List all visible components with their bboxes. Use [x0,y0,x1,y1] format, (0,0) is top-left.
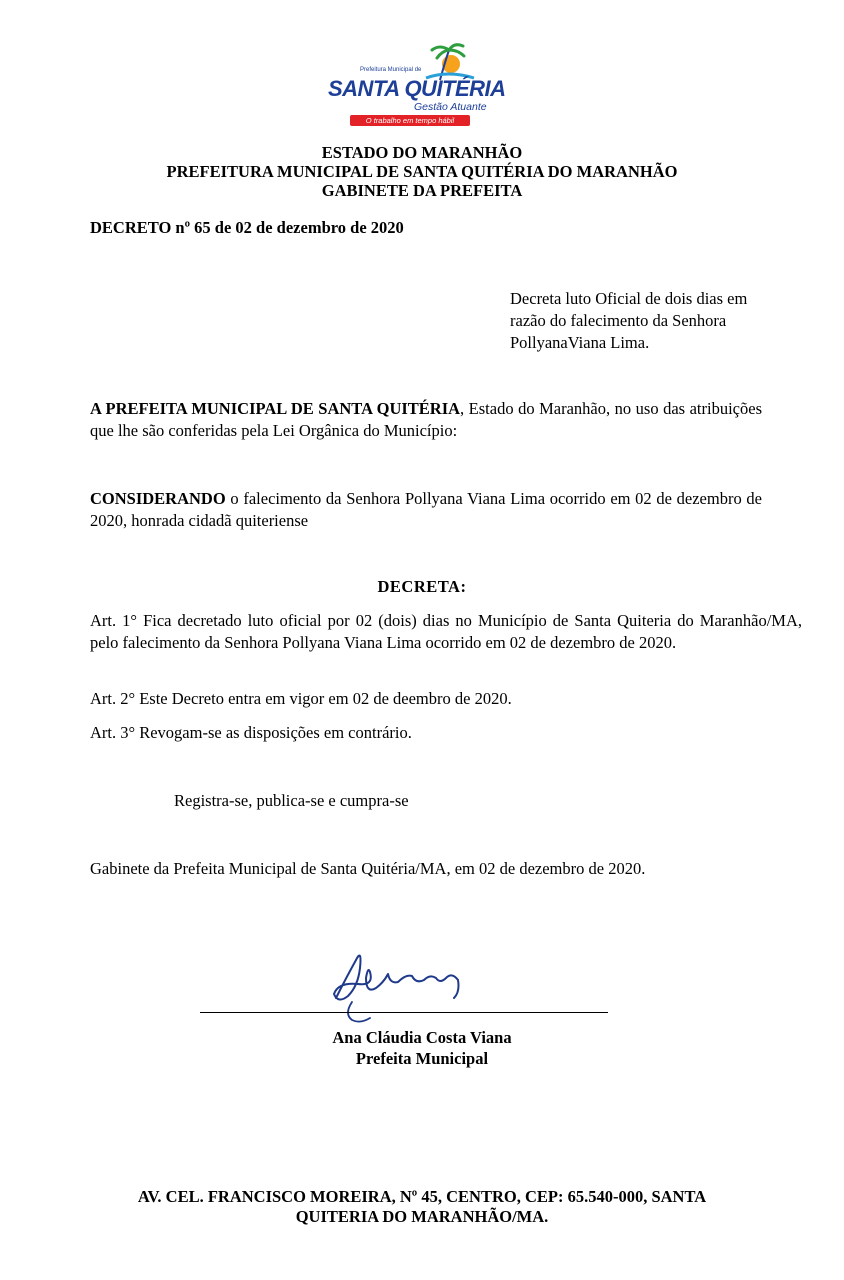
preamble-bold: A PREFEITA MUNICIPAL DE SANTA QUITÉRIA [90,399,461,418]
summary-line-2: razão do falecimento da Senhora [510,311,727,330]
header-cabinet: GABINETE DA PREFEITA [321,181,523,200]
article-3: Art. 3° Revogam-se as disposições em contrário. [90,723,412,742]
header-prefecture: PREFEITURA MUNICIPAL DE SANTA QUITÉRIA DO MARANHÃO [166,162,678,181]
closing-formula: Registra-se, publica-se e cumpra-se [174,791,409,810]
preamble-paragraph [90,398,762,442]
considering-paragraph [90,488,762,532]
article-1: Art. 1° Fica decretado luto oficial por 02 (dois) dias no Município de Santa Quiteria do Maranhão/MA, pelo falecimento da Senhora Pollyana Viana Lima ocorrido em 02 de dezembro de 2020. [90,611,802,652]
decreta-heading: DECRETA: [377,577,467,596]
signatory-role: Prefeita Municipal [355,1049,489,1068]
signatory-name: Ana Cláudia Costa Viana [332,1028,512,1047]
municipality-logo [318,42,506,132]
preamble-text: , Estado do Maranhão, no uso das atribuições que lhe são conferidas pela Lei Orgânica do Município: [90,399,762,440]
place-date: Gabinete da Prefeita Municipal de Santa Quitéria/MA, em 02 de dezembro de 2020. [90,859,646,878]
considering-text: o falecimento da Senhora Pollyana Viana Lima ocorrido em 02 de dezembro de 2020, honrada cidadã quiteriense [90,489,762,530]
handwritten-signature [318,938,478,1028]
logo-subtitle: Gestão Atuante [414,101,487,113]
article-2: Art. 2° Este Decreto entra em vigor em 02 de deembro de 2020. [90,689,512,708]
summary-line-1: Decreta luto Oficial de dois dias em [510,289,748,308]
logo-tagline: O trabalho em tempo hábil [350,115,470,126]
decree-title: DECRETO nº 65 de 02 de dezembro de 2020 [90,218,404,237]
summary-line-3: PollyanaViana Lima. [510,333,650,352]
considering-bold: CONSIDERANDO [90,489,226,508]
footer-address-line-2: QUITERIA DO MARANHÃO/MA. [295,1207,549,1226]
signature-line [200,1012,608,1013]
footer-address-line-1: AV. CEL. FRANCISCO MOREIRA, Nº 45, CENTRO, CEP: 65.540-000, SANTA [137,1187,707,1206]
logo-small-text: Prefeitura Municipal de [360,67,422,73]
logo-title: SANTA QUITÉRIA [328,76,506,101]
header-state: ESTADO DO MARANHÃO [321,143,523,162]
